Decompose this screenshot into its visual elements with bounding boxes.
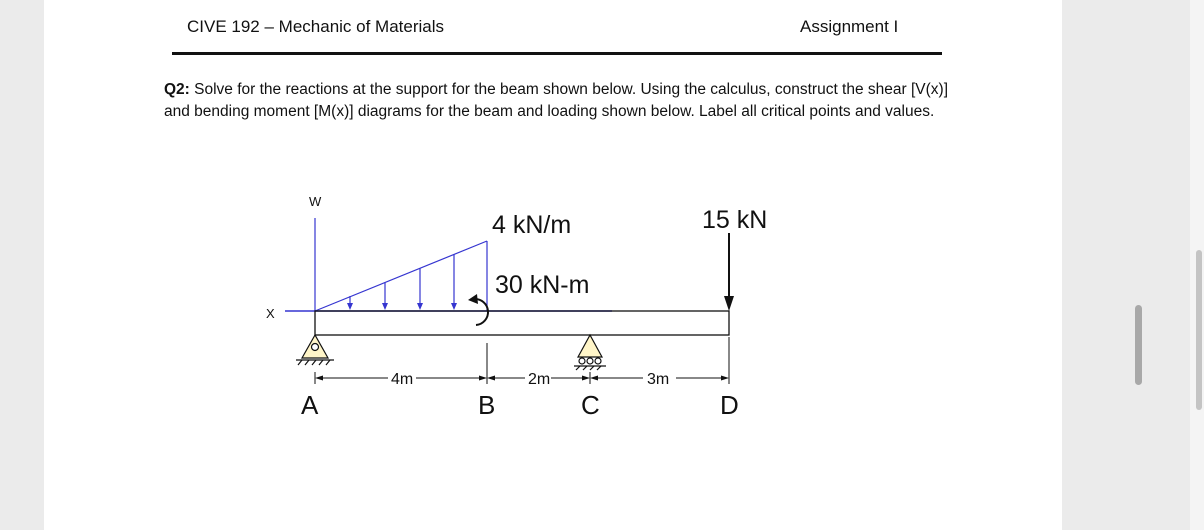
axis-x-label: X (266, 306, 275, 321)
course-title: CIVE 192 – Mechanic of Materials (187, 17, 445, 36)
roller-support-c (574, 335, 606, 370)
assignment-title: Assignment I (800, 17, 899, 36)
point-load-label: 15 kN (702, 206, 768, 234)
load-arrowheads (347, 303, 457, 310)
distributed-load (315, 241, 487, 311)
point-load-arrowhead (724, 296, 734, 311)
pin-support-a (296, 335, 334, 365)
dim-cd-label: 3m (647, 371, 670, 388)
point-b-label: B (478, 390, 496, 420)
inner-scrollbar-thumb[interactable] (1135, 305, 1142, 385)
point-d-label: D (720, 390, 739, 420)
point-c-label: C (581, 390, 600, 420)
moment-arrow (468, 294, 488, 325)
axis-w-label: W (309, 194, 322, 209)
question-number: Q2: (164, 81, 190, 98)
question-body: Solve for the reactions at the support for the beam shown below. Using the calculus, construct the shear [V(x)] and bending moment [M(x)] diagrams for the beam and loading shown below. Label all critical points and values. (164, 81, 949, 120)
beam (315, 311, 729, 335)
point-a-label: A (301, 390, 319, 420)
page-scrollbar-thumb[interactable] (1196, 250, 1202, 410)
dim-bc-label: 2m (528, 371, 551, 388)
dim-ab-label: 4m (391, 371, 414, 388)
moment-label: 30 kN-m (495, 271, 590, 299)
distributed-load-label: 4 kN/m (492, 211, 572, 239)
